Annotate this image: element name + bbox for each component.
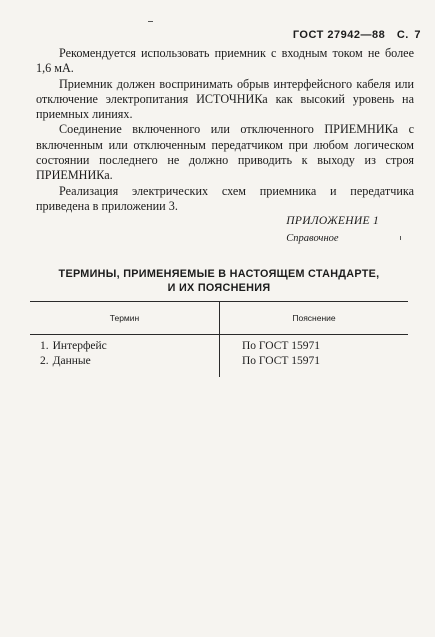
appendix-heading [286,213,379,247]
paragraph: Соединение включенного или отключенного ПРИЕМНИКа с включенным или отключенным передатчиком при любом логическом состоянии последнего не должно приводить к выходу из строя ПРИЕМНИКа. [36,122,414,183]
explanation-cell: По ГОСТ 15971 [242,355,321,367]
explanation-cell: По ГОСТ 15971 [242,340,321,352]
table-row [30,355,408,371]
paragraph: Реализация электрических схем приемника и передатчика приведена в приложении 3. [36,183,414,213]
term-cell [40,340,107,352]
section-title-line: И ИХ ПОЯСНЕНИЯ [167,282,271,294]
paragraph: Рекомендуется использовать приемник с входным током не более 1,6 мА. [36,46,414,76]
body-text [36,46,414,214]
appendix-title: ПРИЛОЖЕНИЕ 1 [286,215,379,227]
section-title [30,267,408,295]
term-number: 2. [40,355,49,367]
table-row [30,340,408,356]
page-label: С. [396,29,409,41]
appendix-subtitle: Справочное [286,233,339,244]
standard-number: ГОСТ 27942—88 [292,29,386,41]
terms-table [30,301,408,377]
scan-mark [400,236,401,240]
page-header [293,29,421,41]
page-number: 7 [414,29,421,41]
term-cell [40,355,91,367]
term-name: Данные [52,355,91,367]
section-title-line: ТЕРМИНЫ, ПРИМЕНЯЕМЫЕ В НАСТОЯЩЕМ СТАНДАРТЕ, [58,268,380,280]
paragraph: Приемник должен воспринимать обрыв интерфейсного кабеля или отключение электропитания ИСТОЧНИКа как высокий уровень на приемных линиях. [36,76,414,122]
term-name: Интерфейс [52,340,107,352]
scan-mark [148,21,153,22]
column-header-explanation: Пояснение [292,313,336,323]
term-number: 1. [40,340,49,352]
column-header-term: Термин [109,313,140,323]
